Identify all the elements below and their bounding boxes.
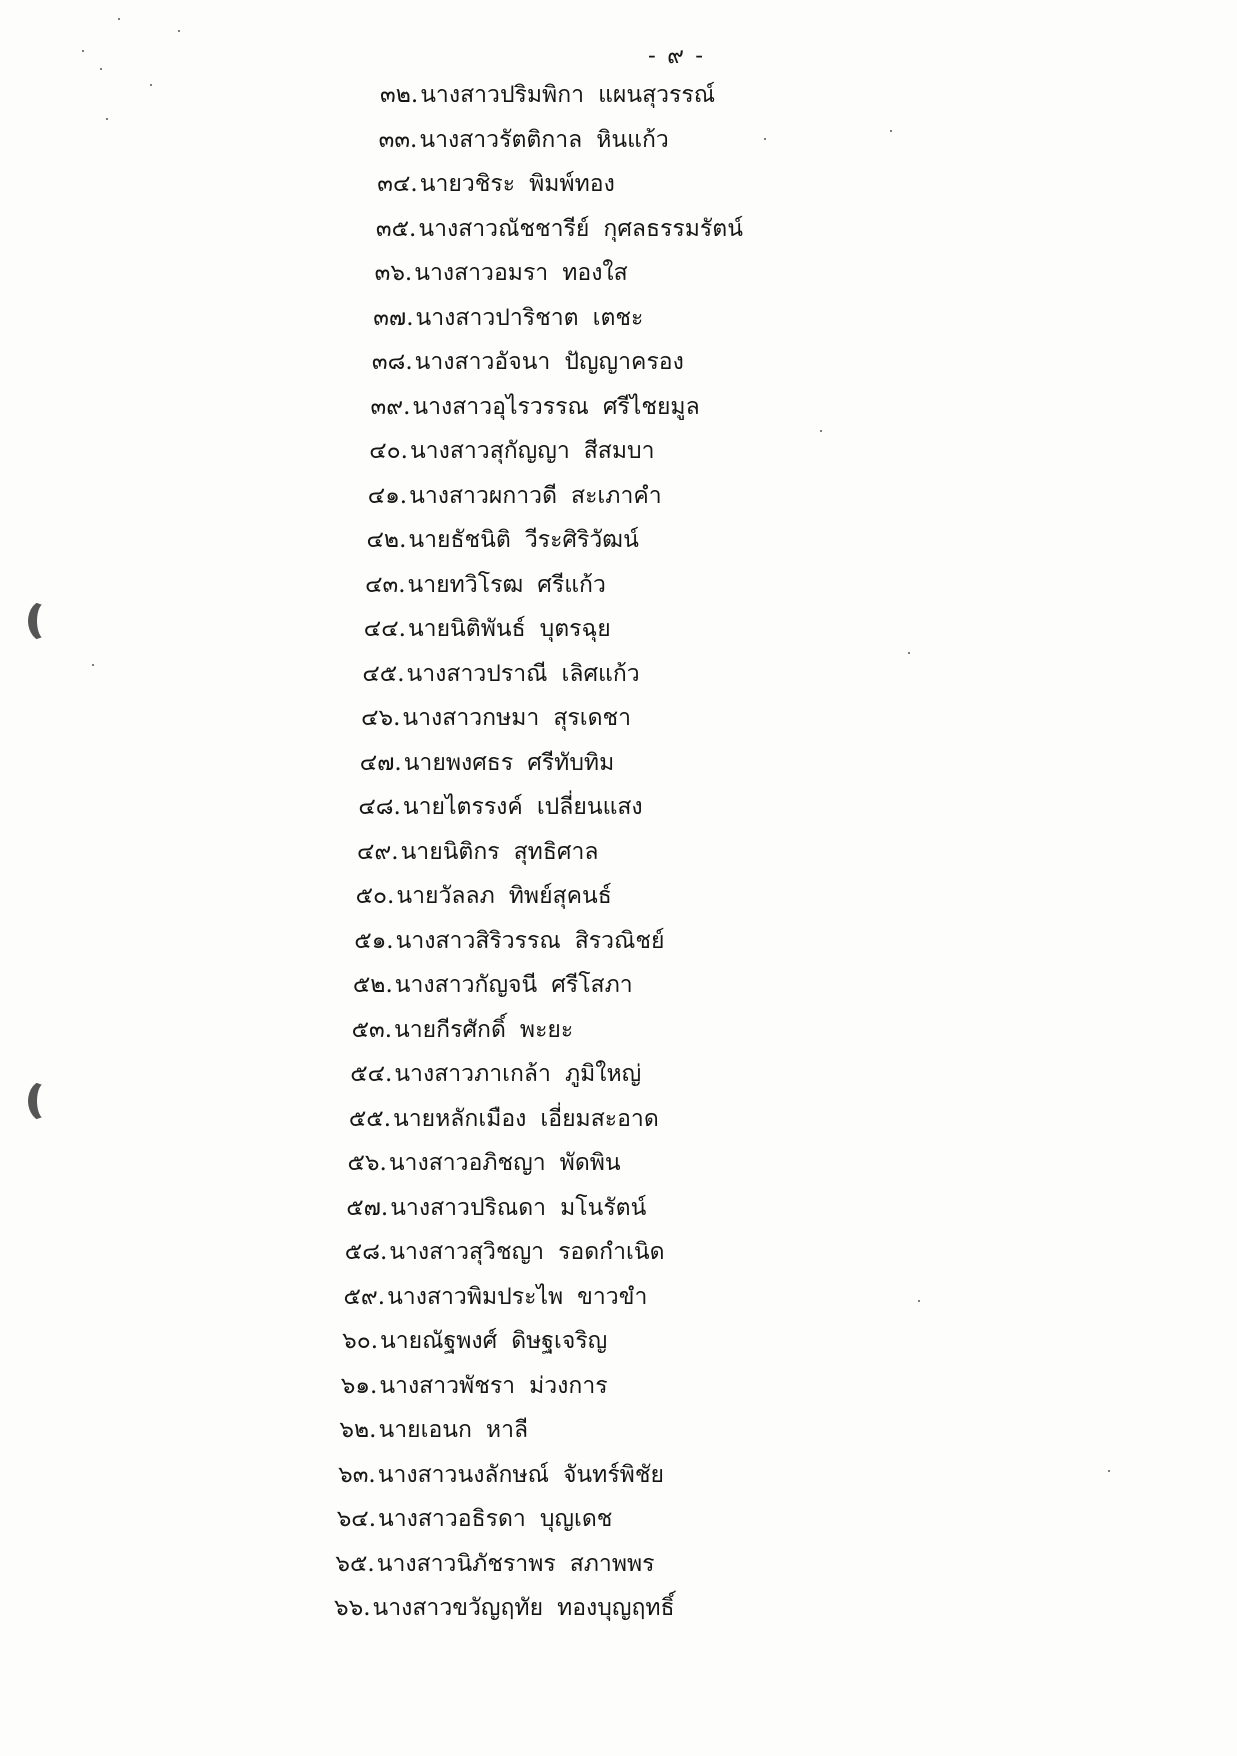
scan-speck — [908, 652, 910, 654]
entry-name: นายกีรศักดิ์ — [394, 1016, 506, 1043]
list-item — [379, 125, 669, 155]
entry-name: นายณัฐพงศ์ — [380, 1328, 498, 1354]
entry-name: นายเอนก — [378, 1417, 472, 1443]
scan-speck — [92, 664, 94, 666]
entry-surname: หินแก้ว — [596, 126, 669, 153]
entry-number: ๔๗. — [359, 749, 402, 776]
entry-surname: สะเภาคำ — [571, 482, 662, 509]
entry-number: ๖๑. — [340, 1372, 378, 1399]
entry-number: ๓๘. — [371, 349, 413, 375]
entry-number: ๕๙. — [343, 1283, 386, 1310]
entry-surname: ศรีไชยมูล — [602, 393, 700, 420]
entry-name: นางสาวอุไรวรรณ — [412, 393, 589, 420]
entry-surname: สภาพพร — [569, 1550, 655, 1577]
scan-speck — [82, 50, 84, 52]
entry-name: นายนิติพันธ์ — [407, 616, 526, 642]
list-item — [368, 481, 662, 511]
scan-speck — [764, 138, 766, 140]
entry-surname: เตชะ — [592, 304, 644, 331]
entry-number: ๖๒. — [339, 1417, 377, 1443]
entry-surname: ม่วงการ — [529, 1372, 608, 1399]
entry-name: นางสาวนิภัชราพร — [376, 1550, 556, 1577]
list-item — [345, 1237, 665, 1267]
entry-surname: ศรีทับทิม — [527, 749, 615, 776]
entry-name: นางสาวภาเกล้า — [394, 1061, 551, 1087]
entry-number: ๔๕. — [362, 660, 405, 687]
list-item — [376, 214, 743, 244]
entry-name: นางสาวปริณดา — [390, 1194, 547, 1221]
punch-hole-mark-bottom — [28, 1080, 62, 1122]
entry-name: นายหลักเมือง — [393, 1105, 527, 1132]
scan-speck — [820, 430, 822, 432]
entry-name: นางสาวปราณี — [406, 660, 548, 687]
list-item — [369, 436, 654, 466]
entry-number: ๔๖. — [361, 705, 401, 731]
scan-speck — [178, 30, 180, 32]
list-item — [338, 1460, 664, 1490]
entry-surname: ทองบุญฤทธิ์ — [557, 1595, 675, 1621]
list-item — [348, 1148, 621, 1178]
page-number: - ๙ - — [648, 43, 706, 69]
list-item — [341, 1371, 608, 1401]
entry-surname: พิมพ์ทอง — [529, 171, 615, 197]
entry-name: นางสาวอธิรดา — [378, 1506, 526, 1532]
entry-name: นางสาวพิมประไพ — [387, 1283, 564, 1310]
entry-surname: รอดกำเนิด — [558, 1239, 665, 1265]
entry-surname: กุศลธรรมรัตน์ — [603, 215, 743, 242]
list-item — [373, 303, 643, 333]
entry-surname: เอี่ยมสะอาด — [540, 1105, 659, 1132]
list-item — [372, 347, 684, 377]
entry-surname: เปลี่ยนแสง — [536, 794, 643, 820]
entry-number: ๖๖. — [334, 1595, 371, 1621]
entry-number: ๔๙. — [357, 838, 399, 865]
entry-surname: ทองใส — [562, 260, 628, 286]
list-item — [350, 1059, 641, 1089]
scan-speck — [106, 118, 108, 120]
list-item — [375, 258, 628, 288]
list-item — [339, 1415, 528, 1445]
entry-surname: ศรีโสภา — [551, 972, 633, 998]
list-item — [346, 1193, 646, 1223]
list-item — [342, 1326, 607, 1356]
list-item — [377, 169, 615, 199]
entry-surname: จันทร์พิชัย — [562, 1461, 664, 1488]
entry-number: ๖๓. — [338, 1461, 376, 1488]
entry-surname: ทิพย์สุคนธ์ — [508, 883, 612, 909]
entry-number: ๕๒. — [352, 972, 393, 998]
entry-surname: พัดพิน — [559, 1150, 621, 1176]
entry-name: นางสาวสิริวรรณ — [395, 927, 561, 954]
list-item — [337, 1504, 613, 1534]
scan-speck — [150, 84, 152, 86]
entry-number: ๔๘. — [358, 794, 401, 820]
entry-surname: สุทธิศาล — [513, 838, 599, 865]
entry-surname: สุรเดชา — [553, 705, 632, 731]
entry-name: นางสาวปาริชาต — [415, 304, 579, 331]
list-item — [362, 659, 639, 689]
entry-number: ๔๓. — [365, 571, 406, 598]
list-item — [360, 748, 615, 778]
entry-surname: บุญเดช — [539, 1506, 613, 1532]
list-item — [364, 614, 611, 644]
list-item — [365, 570, 606, 600]
list-item — [352, 1015, 574, 1045]
entry-name: นายธัชนิติ — [408, 527, 511, 553]
entry-name: นางสาวกษมา — [402, 705, 540, 731]
entry-surname: ภูมิใหญ่ — [564, 1061, 642, 1087]
scan-speck — [890, 130, 892, 132]
entry-number: ๕๗. — [346, 1194, 389, 1221]
entry-name: นายไตรรงค์ — [402, 794, 523, 820]
list-item — [344, 1282, 648, 1312]
list-item — [358, 792, 642, 822]
entry-surname: บุตรฉุย — [539, 616, 611, 642]
entry-number: ๓๒. — [380, 82, 419, 108]
punch-hole-mark-top — [28, 600, 62, 642]
entry-number: ๕๔. — [350, 1061, 393, 1087]
list-item — [357, 837, 599, 867]
list-item — [354, 926, 664, 956]
entry-surname: ปัญญาครอง — [564, 349, 684, 375]
entry-name: นายวัลลภ — [396, 883, 495, 909]
entry-name: นายนิติกร — [400, 838, 500, 865]
entry-surname: มโนรัตน์ — [560, 1194, 647, 1221]
entry-name: นางสาวนงลักษณ์ — [377, 1461, 549, 1488]
entry-name: นางสาวพัชรา — [379, 1372, 516, 1399]
entry-number: ๖๔. — [336, 1506, 377, 1532]
entry-surname: สิรวณิชย์ — [574, 927, 665, 954]
entry-surname: เลิศแก้ว — [561, 660, 640, 687]
entry-name: นางสาวสุกัญญา — [409, 438, 570, 464]
entry-surname: แผนสุวรรณ์ — [598, 82, 716, 108]
entry-surname: วีระศิริวัฒน์ — [524, 527, 639, 553]
entry-name: นางสาวณัชชารีย์ — [418, 215, 590, 242]
entry-number: ๓๕. — [375, 215, 417, 242]
entry-number: ๓๖. — [374, 260, 413, 286]
entry-name: นางสาวผกาวดี — [409, 482, 558, 509]
entry-number: ๕๓. — [351, 1016, 393, 1043]
entry-number: ๖๕. — [335, 1550, 375, 1577]
entry-name: นายพงศธร — [403, 749, 514, 776]
entry-number: ๕๑. — [354, 927, 394, 954]
scan-speck — [1108, 1470, 1110, 1472]
scan-speck — [918, 1300, 920, 1302]
entry-number: ๔๒. — [366, 527, 407, 553]
scan-speck — [100, 68, 102, 70]
entry-number: ๔๐. — [369, 438, 408, 464]
entry-number: ๓๔. — [377, 171, 418, 197]
entry-surname: หาลี — [485, 1417, 529, 1443]
entry-number: ๔๔. — [363, 616, 406, 642]
entry-name: นางสาวรัตติกาล — [419, 126, 583, 153]
list-item — [367, 525, 639, 555]
scan-speck — [118, 18, 120, 20]
entry-name: นางสาวอภิชญา — [388, 1150, 546, 1176]
entry-surname: สีสมบา — [583, 438, 655, 464]
entry-number: ๕๖. — [347, 1150, 387, 1176]
entry-name: นายวชิระ — [419, 171, 516, 197]
entry-name: นายทวิโรฒ — [407, 571, 524, 598]
entry-number: ๓๙. — [370, 393, 411, 420]
entry-number: ๓๓. — [378, 126, 418, 153]
entry-number: ๕๘. — [344, 1239, 388, 1265]
list-item — [349, 1104, 659, 1134]
entry-surname: ดิษฐเจริญ — [511, 1328, 608, 1354]
list-item — [353, 970, 633, 1000]
entry-name: นางสาวอัจนา — [414, 349, 551, 375]
entry-name: นางสาวอมรา — [414, 260, 549, 286]
entry-name: นางสาวสุวิชญา — [389, 1239, 545, 1265]
entry-number: ๖๐. — [342, 1328, 379, 1354]
entry-name: นางสาวกัญจนี — [394, 972, 538, 998]
entry-number: ๕๐. — [355, 883, 395, 909]
entry-number: ๔๑. — [367, 482, 408, 509]
list-item — [334, 1593, 675, 1623]
entry-surname: ขาวขำ — [577, 1283, 648, 1310]
list-item — [361, 703, 631, 733]
entry-number: ๕๕. — [348, 1105, 392, 1132]
entry-name: นางสาวปริมพิกา — [420, 82, 585, 108]
list-item — [371, 392, 700, 422]
list-item — [335, 1549, 654, 1579]
entry-number: ๓๗. — [373, 304, 414, 331]
entry-surname: พะยะ — [519, 1016, 574, 1043]
entry-name: นางสาวขวัญฤทัย — [372, 1595, 544, 1621]
list-item — [356, 881, 612, 911]
entry-surname: ศรีแก้ว — [537, 571, 606, 598]
list-item — [380, 80, 715, 110]
